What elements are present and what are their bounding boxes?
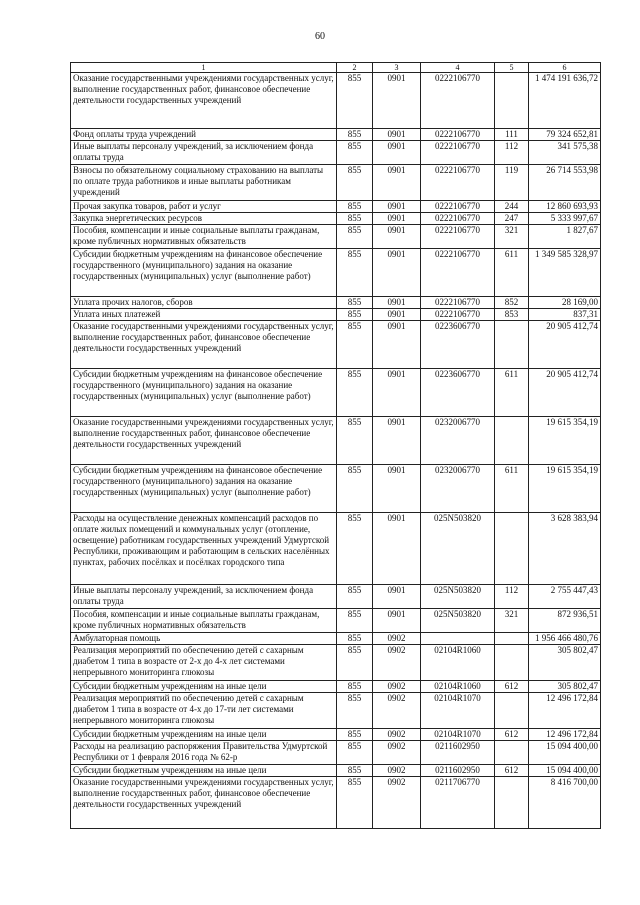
column-header: 5 bbox=[495, 63, 529, 73]
section-code: 0901 bbox=[373, 225, 421, 249]
expense-item-name: Оказание государственными учреждениями государственных услуг, выполнение государственных работ, финансовое обеспечение деятельности государственных учреждений bbox=[71, 777, 337, 829]
amount-value: 20 905 412,74 bbox=[529, 321, 601, 369]
ministry-code: 855 bbox=[337, 73, 373, 129]
section-code: 0901 bbox=[373, 417, 421, 465]
ministry-code: 855 bbox=[337, 513, 373, 585]
expense-type-code: 611 bbox=[495, 465, 529, 513]
ministry-code: 855 bbox=[337, 645, 373, 681]
expense-item-name: Амбулаторная помощь bbox=[71, 633, 337, 645]
amount-value: 872 936,51 bbox=[529, 609, 601, 633]
amount-value: 15 094 400,00 bbox=[529, 765, 601, 777]
amount-value: 837,31 bbox=[529, 309, 601, 321]
budget-table bbox=[70, 62, 601, 829]
target-article-code: 025N503820 bbox=[421, 609, 495, 633]
expense-item-name: Субсидии бюджетным учреждениям на финансовое обеспечение государственного (муниципального) задания на оказание государственных (муниципальных) услуг (выполнение работ) bbox=[71, 369, 337, 417]
expense-item-name: Расходы на осуществление денежных компенсаций расходов по оплате жилых помещений и коммунальных услуг (отопление, освещение) работникам государственных учреждений Удмуртской Республики, проживающим и работающим в сельских населённых пунктах, рабочих посёлках и посёлках городского типа bbox=[71, 513, 337, 585]
expense-type-code bbox=[495, 777, 529, 829]
ministry-code: 855 bbox=[337, 741, 373, 765]
amount-value: 1 474 191 636,72 bbox=[529, 73, 601, 129]
expense-type-code bbox=[495, 73, 529, 129]
expense-type-code: 612 bbox=[495, 765, 529, 777]
expense-item-name: Оказание государственными учреждениями государственных услуг, выполнение государственных работ, финансовое обеспечение деятельности государственных учреждений bbox=[71, 321, 337, 369]
ministry-code: 855 bbox=[337, 141, 373, 165]
target-article-code: 0211706770 bbox=[421, 777, 495, 829]
expense-type-code bbox=[495, 417, 529, 465]
expense-item-name: Прочая закупка товаров, работ и услуг bbox=[71, 201, 337, 213]
ministry-code: 855 bbox=[337, 465, 373, 513]
target-article-code: 02104R1060 bbox=[421, 645, 495, 681]
expense-type-code: 612 bbox=[495, 729, 529, 741]
table-row bbox=[71, 249, 601, 297]
expense-type-code: 611 bbox=[495, 249, 529, 297]
target-article-code: 0223606770 bbox=[421, 321, 495, 369]
ministry-code: 855 bbox=[337, 777, 373, 829]
expense-item-name: Субсидии бюджетным учреждениям на иные цели bbox=[71, 729, 337, 741]
expense-item-name: Оказание государственными учреждениями государственных услуг, выполнение государственных работ, финансовое обеспечение деятельности государственных учреждений bbox=[71, 73, 337, 129]
column-header: 1 bbox=[71, 63, 337, 73]
target-article-code: 0223606770 bbox=[421, 369, 495, 417]
table-row bbox=[71, 681, 601, 693]
ministry-code: 855 bbox=[337, 249, 373, 297]
ministry-code: 855 bbox=[337, 129, 373, 141]
table-row bbox=[71, 513, 601, 585]
ministry-code: 855 bbox=[337, 585, 373, 609]
table-row bbox=[71, 645, 601, 681]
column-header: 6 bbox=[529, 63, 601, 73]
section-code: 0901 bbox=[373, 465, 421, 513]
amount-value: 20 905 412,74 bbox=[529, 369, 601, 417]
amount-value: 15 094 400,00 bbox=[529, 741, 601, 765]
table-row bbox=[71, 693, 601, 729]
section-code: 0902 bbox=[373, 633, 421, 645]
column-header: 4 bbox=[421, 63, 495, 73]
table-row bbox=[71, 465, 601, 513]
expense-type-code bbox=[495, 741, 529, 765]
section-code: 0901 bbox=[373, 165, 421, 201]
ministry-code: 855 bbox=[337, 165, 373, 201]
expense-item-name: Субсидии бюджетным учреждениям на иные цели bbox=[71, 681, 337, 693]
amount-value: 5 333 997,67 bbox=[529, 213, 601, 225]
table-row bbox=[71, 765, 601, 777]
target-article-code: 0232006770 bbox=[421, 465, 495, 513]
target-article-code: 0232006770 bbox=[421, 417, 495, 465]
column-header: 2 bbox=[337, 63, 373, 73]
expense-type-code: 852 bbox=[495, 297, 529, 309]
ministry-code: 855 bbox=[337, 417, 373, 465]
target-article-code: 025N503820 bbox=[421, 513, 495, 585]
expense-item-name: Иные выплаты персоналу учреждений, за исключением фонда оплаты труда bbox=[71, 585, 337, 609]
amount-value: 12 496 172,84 bbox=[529, 693, 601, 729]
table-row bbox=[71, 129, 601, 141]
section-code: 0901 bbox=[373, 585, 421, 609]
expense-type-code bbox=[495, 645, 529, 681]
amount-value: 8 416 700,00 bbox=[529, 777, 601, 829]
amount-value: 19 615 354,19 bbox=[529, 417, 601, 465]
table-row bbox=[71, 309, 601, 321]
section-code: 0901 bbox=[373, 609, 421, 633]
section-code: 0901 bbox=[373, 321, 421, 369]
amount-value: 305 802,47 bbox=[529, 681, 601, 693]
amount-value: 1 349 585 328,97 bbox=[529, 249, 601, 297]
target-article-code: 0222106770 bbox=[421, 225, 495, 249]
section-code: 0901 bbox=[373, 513, 421, 585]
page-number: 60 bbox=[315, 31, 325, 42]
section-code: 0901 bbox=[373, 201, 421, 213]
table-row bbox=[71, 165, 601, 201]
amount-value: 19 615 354,19 bbox=[529, 465, 601, 513]
amount-value: 1 827,67 bbox=[529, 225, 601, 249]
expense-type-code bbox=[495, 693, 529, 729]
target-article-code bbox=[421, 633, 495, 645]
expense-item-name: Расходы на реализацию распоряжения Правительства Удмуртской Республики от 1 февраля 2016 года № 62-р bbox=[71, 741, 337, 765]
target-article-code: 0222106770 bbox=[421, 165, 495, 201]
expense-item-name: Пособия, компенсации и иные социальные выплаты гражданам, кроме публичных нормативных обязательств bbox=[71, 609, 337, 633]
ministry-code: 855 bbox=[337, 213, 373, 225]
ministry-code: 855 bbox=[337, 693, 373, 729]
target-article-code: 0222106770 bbox=[421, 213, 495, 225]
target-article-code: 0222106770 bbox=[421, 201, 495, 213]
table-row bbox=[71, 213, 601, 225]
table-row bbox=[71, 585, 601, 609]
expense-type-code: 112 bbox=[495, 585, 529, 609]
expense-item-name: Оказание государственными учреждениями государственных услуг, выполнение государственных работ, финансовое обеспечение деятельности государственных учреждений bbox=[71, 417, 337, 465]
expense-item-name: Реализация мероприятий по обеспечению детей с сахарным диабетом 1 типа в возрасте от 2-х до 4-х лет системами непрерывного мониторинга глюкозы bbox=[71, 645, 337, 681]
amount-value: 1 956 466 480,76 bbox=[529, 633, 601, 645]
expense-item-name: Реализация мероприятий по обеспечению детей с сахарным диабетом 1 типа в возрасте от 4-х до 17-ти лет системами непрерывного мониторинга глюкозы bbox=[71, 693, 337, 729]
ministry-code: 855 bbox=[337, 681, 373, 693]
section-code: 0902 bbox=[373, 741, 421, 765]
expense-item-name: Уплата прочих налогов, сборов bbox=[71, 297, 337, 309]
section-code: 0901 bbox=[373, 297, 421, 309]
table-header bbox=[71, 63, 601, 73]
table-row bbox=[71, 297, 601, 309]
expense-type-code: 853 bbox=[495, 309, 529, 321]
section-code: 0902 bbox=[373, 693, 421, 729]
expense-type-code: 111 bbox=[495, 129, 529, 141]
table-row bbox=[71, 633, 601, 645]
amount-value: 2 755 447,43 bbox=[529, 585, 601, 609]
section-code: 0901 bbox=[373, 73, 421, 129]
section-code: 0901 bbox=[373, 129, 421, 141]
target-article-code: 0222106770 bbox=[421, 73, 495, 129]
table-row bbox=[71, 729, 601, 741]
section-code: 0902 bbox=[373, 765, 421, 777]
table-row bbox=[71, 201, 601, 213]
expense-item-name: Взносы по обязательному социальному страхованию на выплаты по оплате труда работников и иные выплаты работникам учреждений bbox=[71, 165, 337, 201]
section-code: 0901 bbox=[373, 369, 421, 417]
section-code: 0902 bbox=[373, 777, 421, 829]
ministry-code: 855 bbox=[337, 309, 373, 321]
expense-type-code: 112 bbox=[495, 141, 529, 165]
target-article-code: 0222106770 bbox=[421, 249, 495, 297]
section-code: 0901 bbox=[373, 141, 421, 165]
amount-value: 28 169,00 bbox=[529, 297, 601, 309]
expense-type-code: 244 bbox=[495, 201, 529, 213]
target-article-code: 02104R1070 bbox=[421, 693, 495, 729]
column-number-row bbox=[71, 63, 601, 73]
section-code: 0901 bbox=[373, 309, 421, 321]
amount-value: 26 714 553,98 bbox=[529, 165, 601, 201]
expense-type-code: 612 bbox=[495, 681, 529, 693]
table-row bbox=[71, 225, 601, 249]
amount-value: 12 860 693,93 bbox=[529, 201, 601, 213]
target-article-code: 025N503820 bbox=[421, 585, 495, 609]
expense-item-name: Иные выплаты персоналу учреждений, за исключением фонда оплаты труда bbox=[71, 141, 337, 165]
target-article-code: 0211602950 bbox=[421, 741, 495, 765]
table-body bbox=[71, 73, 601, 829]
section-code: 0901 bbox=[373, 213, 421, 225]
table-row bbox=[71, 141, 601, 165]
amount-value: 341 575,38 bbox=[529, 141, 601, 165]
amount-value: 79 324 652,81 bbox=[529, 129, 601, 141]
ministry-code: 855 bbox=[337, 369, 373, 417]
ministry-code: 855 bbox=[337, 633, 373, 645]
table-row bbox=[71, 741, 601, 765]
expense-item-name: Фонд оплаты труда учреждений bbox=[71, 129, 337, 141]
target-article-code: 0222106770 bbox=[421, 297, 495, 309]
expense-item-name: Пособия, компенсации и иные социальные выплаты гражданам, кроме публичных нормативных обязательств bbox=[71, 225, 337, 249]
target-article-code: 0222106770 bbox=[421, 141, 495, 165]
table-row bbox=[71, 777, 601, 829]
expense-type-code: 247 bbox=[495, 213, 529, 225]
ministry-code: 855 bbox=[337, 321, 373, 369]
ministry-code: 855 bbox=[337, 297, 373, 309]
target-article-code: 02104R1060 bbox=[421, 681, 495, 693]
target-article-code: 0222106770 bbox=[421, 309, 495, 321]
ministry-code: 855 bbox=[337, 225, 373, 249]
ministry-code: 855 bbox=[337, 729, 373, 741]
section-code: 0902 bbox=[373, 645, 421, 681]
expense-type-code bbox=[495, 321, 529, 369]
ministry-code: 855 bbox=[337, 765, 373, 777]
expense-type-code: 321 bbox=[495, 225, 529, 249]
ministry-code: 855 bbox=[337, 609, 373, 633]
target-article-code: 0211602950 bbox=[421, 765, 495, 777]
target-article-code: 0222106770 bbox=[421, 129, 495, 141]
expense-type-code bbox=[495, 513, 529, 585]
table-row bbox=[71, 321, 601, 369]
target-article-code: 02104R1070 bbox=[421, 729, 495, 741]
table-row bbox=[71, 609, 601, 633]
expense-type-code bbox=[495, 633, 529, 645]
column-header: 3 bbox=[373, 63, 421, 73]
expense-type-code: 119 bbox=[495, 165, 529, 201]
expense-type-code: 321 bbox=[495, 609, 529, 633]
amount-value: 12 496 172,84 bbox=[529, 729, 601, 741]
table-row bbox=[71, 369, 601, 417]
table-row bbox=[71, 73, 601, 129]
expense-item-name: Субсидии бюджетным учреждениям на иные цели bbox=[71, 765, 337, 777]
expense-type-code: 611 bbox=[495, 369, 529, 417]
section-code: 0902 bbox=[373, 729, 421, 741]
expense-item-name: Субсидии бюджетным учреждениям на финансовое обеспечение государственного (муниципального) задания на оказание государственных (муниципальных) услуг (выполнение работ) bbox=[71, 249, 337, 297]
table-row bbox=[71, 417, 601, 465]
expense-item-name: Закупка энергетических ресурсов bbox=[71, 213, 337, 225]
section-code: 0901 bbox=[373, 249, 421, 297]
section-code: 0902 bbox=[373, 681, 421, 693]
expense-item-name: Уплата иных платежей bbox=[71, 309, 337, 321]
expense-item-name: Субсидии бюджетным учреждениям на финансовое обеспечение государственного (муниципального) задания на оказание государственных (муниципальных) услуг (выполнение работ) bbox=[71, 465, 337, 513]
ministry-code: 855 bbox=[337, 201, 373, 213]
amount-value: 305 802,47 bbox=[529, 645, 601, 681]
amount-value: 3 628 383,94 bbox=[529, 513, 601, 585]
